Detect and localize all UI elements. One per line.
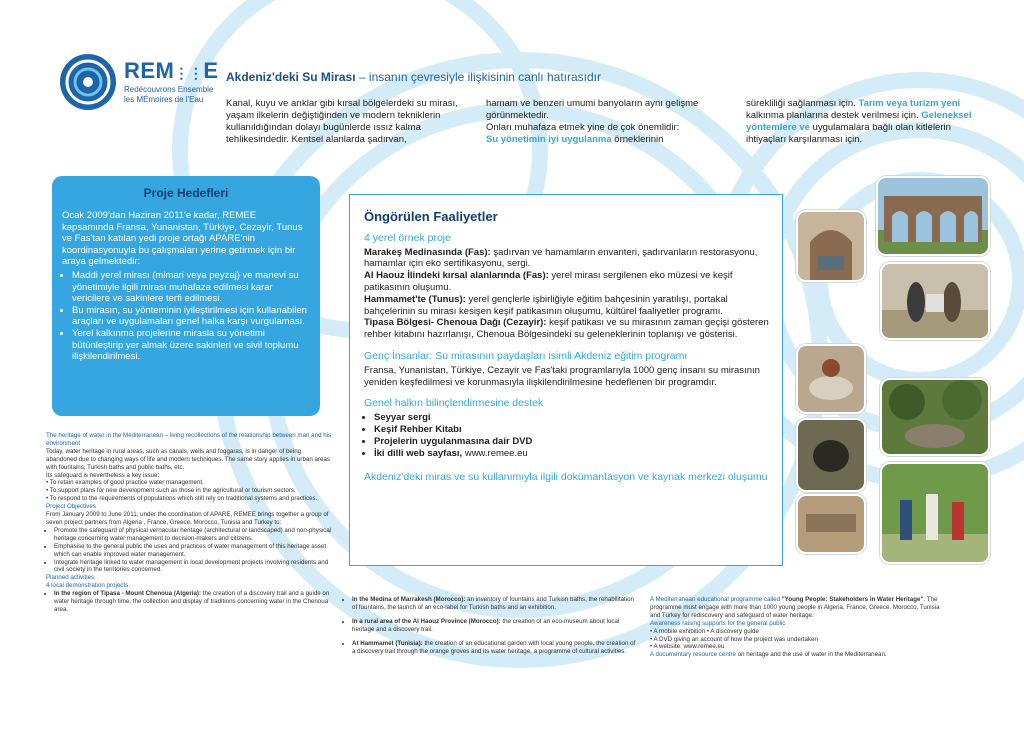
- page-title: Akdeniz'deki Su Mirası – insanın çevresiyle ilişkisinin canlı hatırasıdır: [226, 70, 601, 84]
- photo-aqueduct: [876, 176, 990, 256]
- aqueduct-image: [878, 178, 988, 254]
- list-item: • Integrate heritage linked to water management in local development projects involving residents and civil society in the territories concerned.: [54, 559, 332, 575]
- project-goals-body: Ocak 2009'dan Haziran 2011'e kadar, REMEE kapsamında Fransa, Yunanistan, Türkiye, Cezayir, Tunus ve Fas'tan katılan yedi proje ortağı APARE'nin koordinasyonuyla bu çalışmaları yerine getirmek için bir araya gelmektedir: • Maddi yerel mirası (mimari veya peyzaj) ve manevi su yönetimiyle ilgili mirası muhafaza edilmesi karar vericilere ve sakinlere terfi edilmesi. • Bu mirasın, su yönteminin iyileştirilmesi için kullanabilen araçları ve uygulamaları genel halka karşı vurgulaması. • Yerel kalkınma projelerine mirasla su yönetimi bütünleştirip yer almak üzere sakinleri ve sivil toplumu ilişkilendirilmesi.: [62, 210, 310, 363]
- list-item: • Bu mirasın, su yönteminin iyileştirilmesi için kullanabilen araçları ve uygulamaları genel halka karşı vurgulaması.: [72, 305, 310, 328]
- list-item: • To support plans for new development such as those in the agricultural or tourism sectors.: [46, 487, 296, 495]
- list-item: • Seyyar sergi: [374, 412, 770, 424]
- intro-column: hamam ve benzeri umumi banyoların aynı gelişme görünmektedir. Onları muhafaza etmek yine de çok önemlidir: Su yönetimin iyi uygulanma örneklerinin: [486, 98, 699, 145]
- intro-column: sürekliliği sağlanması için. Tarım veya turizm yeni kalkınma planlarına destek verilmesi için. Geleneksel yöntemlere ve uygulamalara bağlı olan kitlelerin ihtiyaçları karşılanması için.: [746, 98, 972, 145]
- list-item: • To respond to the requirements of populations which still rely on traditional systems and practices.: [46, 495, 318, 503]
- list-item: • Maddi yerel mirası (mimari veya peyzaj) ve manevi su yönetimiyle ilgili mirası muhafaza edilmesi karar vericilere ve sakinlere terfi edilmesi.: [72, 270, 310, 305]
- section-heading: Akdeniz'deki miras ve su kullanımıyla ilgili dokümantasyon ve kaynak merkezi oluşumu: [364, 471, 768, 484]
- paragraph: Al Haouz İlindeki kırsal alanlarında (Fas): yerel mirası sergilenen eko müzesi ve keşif patikasının oluşumu.: [364, 270, 733, 293]
- project-goals-box: [52, 176, 320, 416]
- water-swirl-logo-icon: [58, 52, 118, 112]
- list-item: • Projelerin uygulanmasına dair DVD: [374, 436, 770, 448]
- photo-people-group: [880, 462, 990, 564]
- photo-women-well: [880, 262, 990, 340]
- english-column: The heritage of water in the Mediterranean – living recollections of the relationship between man and his environment Today, water heritage in rural areas, such as canals, wells and foggaras, is in danger of being abandoned due to changing ways of life and modern techniques. The same story applies in urban areas with fountains, Turkish baths and public baths, etc. Its safeguard is nevertheless a key issue: • To retain examples of good practice water management. • To support plans for new development such as those in the agricultural or tourism sectors. • To respond to the requirements of populations which still rely on traditional systems and practices. Project Objectives From January 2009 to June 2011, under the coordination of APARE, REMEE brings together a group of seven project partners from Algeria , France, Greece, Morocco, Tunisia and Turkey to: • Promote the safeguard of physical vernacular heritage (architectural or landscaped) and non-physical heritage concerning water management to decision-makers and citizens. • Emphasise to the general public the uses and practices of water management of this heritage asset which can enable improved water management. • Integrate heritage linked to water management in local development projects involving residents and civil society in the territories concerned. Planned activities 4 local demonstration projects • In the region of Tipasa - Mount Chenoua (Algeria): the creation of a discovery trail and a guide on water heritage through time, the collection and display of traditions concerning water in the Chenoua area.: [46, 432, 332, 614]
- paragraph: Marakeş Medinasında (Fas): şadırvan ve hamamların envanteri, şadırvanların restorasyonu, hamamlar için eko sertifikasyonu, sergi.: [364, 246, 758, 270]
- list-item: • İki dilli web sayfası, www.remee.eu: [374, 448, 770, 460]
- logo-subtitle: Redécouvrons Ensemble: [124, 85, 214, 94]
- trees-rocks-image: [882, 380, 988, 454]
- list-item: • In the region of Tipasa - Mount Chenoua (Algeria): the creation of a discovery trail and a guide on water heritage through time, the collection and display of traditions concerning water in the Chenoua area.: [54, 590, 332, 614]
- photo-stone-basin: [796, 344, 866, 414]
- intro-column: Kanal, kuyu ve arıklar gibi kırsal bölgelerdeki su mirası, yaşam ilkelerin değiştiğinden ve modern tekniklerin kullanıldığından dolayı bugünlerde ıssız kalma tehlikesindedir. Kentsel alanlarda şadırvan,: [226, 98, 458, 145]
- paragraph: Tipasa Bölgesi- Chenoua Dağı (Cezayir): keşif patikası ve su mirasının zaman geçişi gösteren rehber kitabını hazırlanışı, Chenoua Bölgesindeki su geleneklerinin toplanışı ve gösterisi.: [364, 317, 769, 341]
- list-item: • At Hammamet (Tunisia): the creation of an educational garden with local young people, the creation of a discovery trail through the orange groves and its water heritage, a programme of cultural activities.: [352, 640, 636, 656]
- activities-title: Öngörülen Faaliyetler: [364, 209, 498, 224]
- list-item: • Promote the safeguard of physical vernacular heritage (architectural or landscaped) and non-physical heritage concerning water management to decision-makers and citizens.: [54, 527, 332, 543]
- project-goals-title: Proje Hedefleri: [143, 186, 229, 200]
- list-item: • A mobile exhibition • A discovery guide: [650, 627, 759, 635]
- photo-fountain-arch: [796, 210, 866, 282]
- paragraph: Hammamet'te (Tunus): yerel gençlerle işbirliğiyle eğitim bahçesinin yaratılışı, portakal bahçelerinin su mirası kesişen keşif patikasının oluşumu, kültürel faaliyetler programı.: [364, 293, 728, 317]
- list-item: • A website: www.remee.eu: [650, 643, 725, 651]
- section-heading: 4 yerel örnek proje: [364, 231, 451, 244]
- list-item: • Emphasise to the general public the uses and practices of water management of this heritage asset which can enable improved water management.: [54, 543, 332, 559]
- people-group-image: [882, 464, 988, 562]
- logo-subtitle: les MÉmoires de l'Eau: [124, 95, 204, 104]
- photo-trees-rocks: [880, 378, 990, 456]
- stone-basin-image: [798, 346, 864, 412]
- section-heading: Genç İnsanlar: Su mirasının paydaşları isimli Akdeniz eğitim programı: [364, 349, 688, 362]
- support-list: [364, 412, 770, 459]
- list-item: • A DVD giving an account of how the project was undertaken: [650, 635, 818, 643]
- list-item: • Yerel kalkınma projelerine mirasla su yönetimi bütünleştirip yer almak üzere sakinleri ve sivil toplumu ilişkilendirilmesi.: [72, 328, 310, 363]
- section-heading: Genel halkın bilinçlendirmesine destek: [364, 397, 544, 410]
- english-column: [344, 596, 636, 655]
- list-item: • In the Medina of Marrakesh (Morocco): an inventory of fountains and Turkish baths, the rehabilitation of fountains, the launch of an eco-label for Turkish baths and an exhibition.: [352, 596, 636, 612]
- english-column: A Mediterranean educational programme called "Young People: Stakeholders in Water Heritage". The programme must engage with more than 1000 young people in Algeria, France, Greece, Morocco, Tunisia and Turkey for rediscovery and safeguard of water heritage. Awareness raising supports for the general public • A mobile exhibition • A discovery guide • A DVD giving an account of how the project was undertaken • A website: www.remee.eu A documentary resource centre on heritage and the use of water in the Mediterranean.: [650, 596, 950, 659]
- women-at-well-image: [882, 264, 988, 338]
- list-item: • Keşif Rehber Kitabı: [374, 424, 770, 436]
- planned-activities-box: [349, 194, 783, 566]
- paragraph: Fransa, Yunanistan, Türkiye, Cezayir ve Fas'taki programlarıyla 1000 genç insanı su mirasının yeniden keşfedilmesi ve korunmasıyla ilişkilendirilmesine hedeflenen bir programdır.: [364, 364, 760, 388]
- list-item: • In a rural area of the Al Haouz Province (Morocco): the creation of an eco-museum about local heritage and a discovery trail.: [352, 618, 636, 634]
- photo-well-hole: [796, 418, 866, 492]
- photo-water-channel: [796, 494, 866, 554]
- list-item: • To retain examples of good practice water management.: [46, 479, 204, 487]
- logo-wordmark: REM⋮⋮E: [124, 58, 219, 83]
- water-channel-image: [798, 496, 864, 552]
- fountain-arch-image: [798, 212, 864, 280]
- well-hole-image: [798, 420, 864, 490]
